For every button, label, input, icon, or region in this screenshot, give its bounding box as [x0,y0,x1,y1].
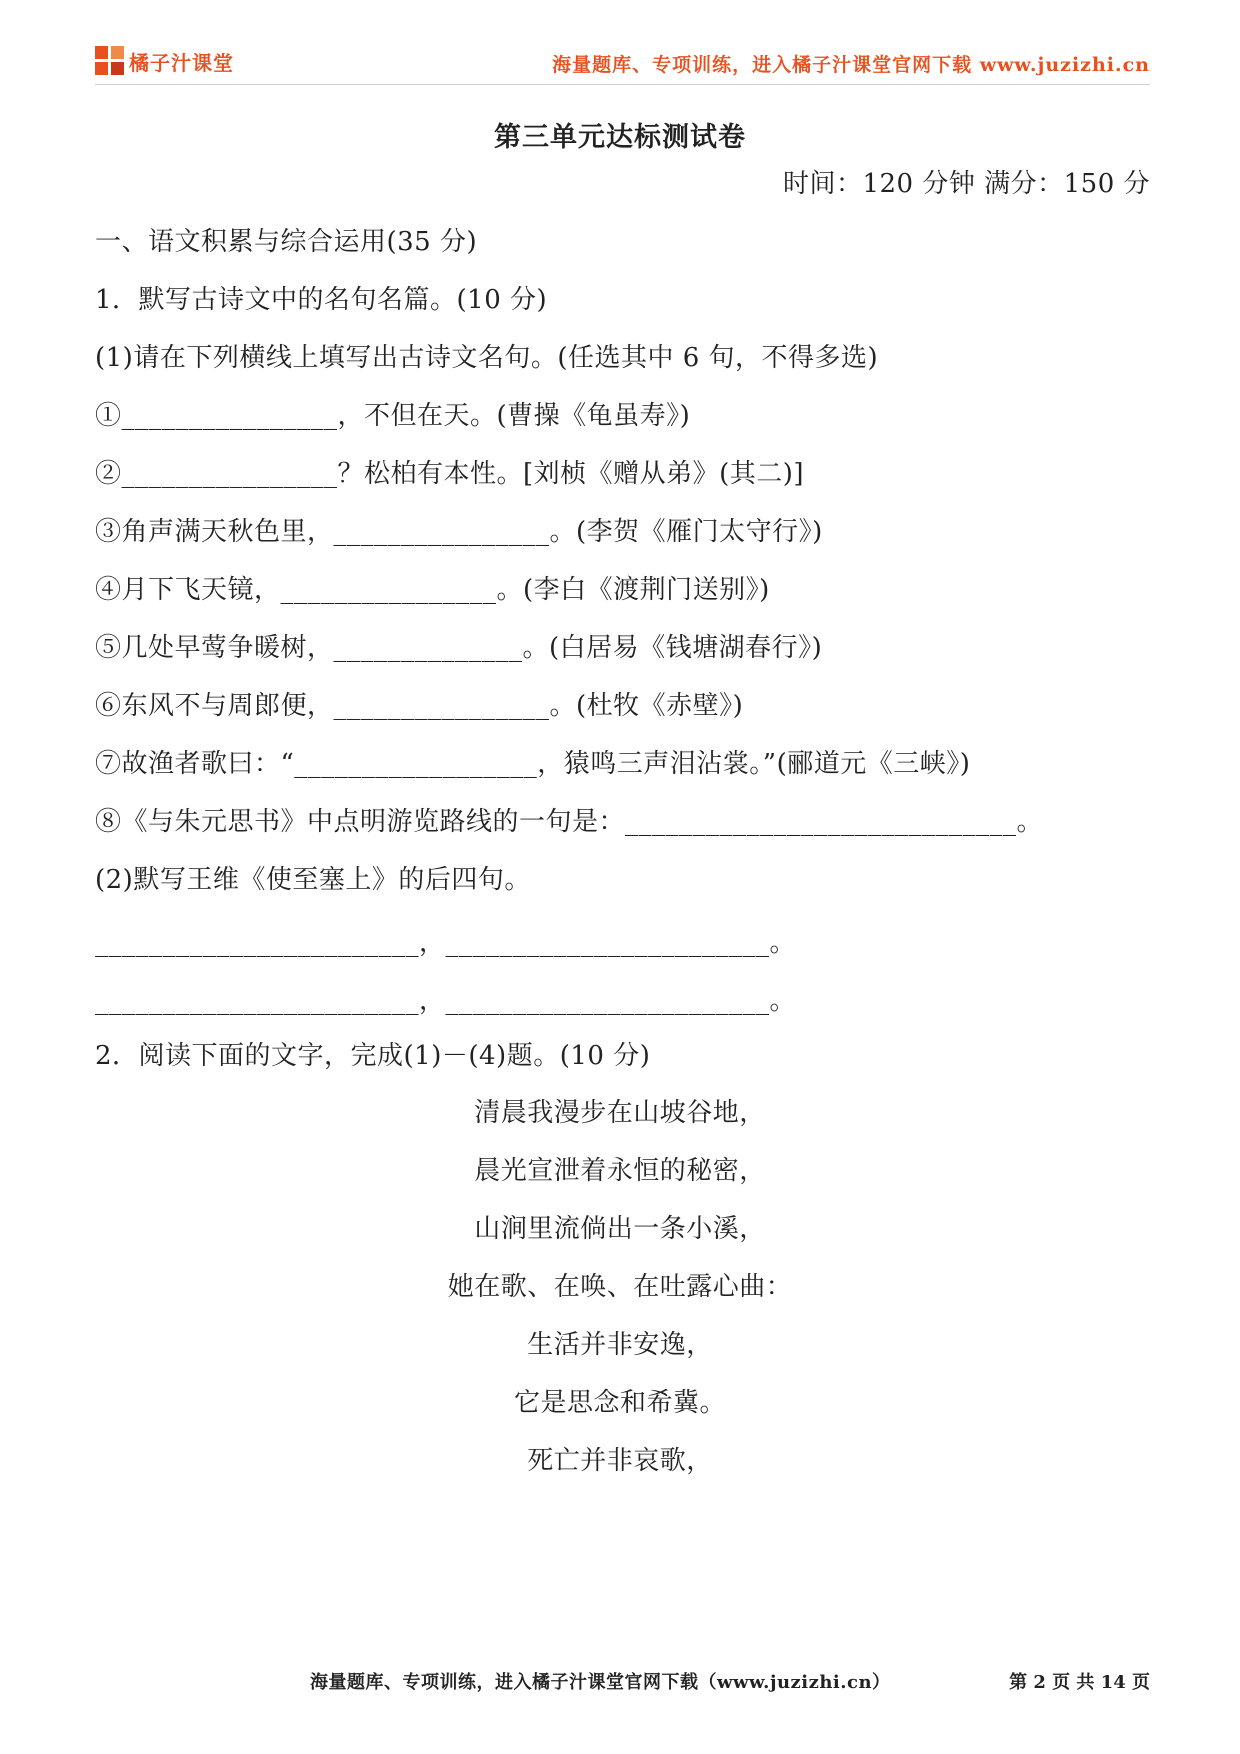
exam-meta: 时间：120 分钟 满分：150 分 [782,169,1150,199]
logo-icon [95,46,125,76]
answer-line-2: ________________________，________________________。 [95,986,796,1016]
poem-line: 清晨我漫步在山坡谷地， [474,1098,766,1128]
question-1-part-1: (1)请在下列横线上填写出古诗文名句。(任选其中 6 句，不得多选) [95,343,879,373]
footer-text: 海量题库、专项训练，进入橘子汁课堂官网下载（www.juzizhi.cn） [310,1672,891,1693]
poem-line: 死亡并非哀歌， [527,1446,713,1476]
section-heading: 一、语文积累与综合运用(35 分) [95,227,478,257]
logo[interactable] [95,46,234,76]
fill-blank-2: ②________________？松柏有本性。[刘桢《赠从弟》(其二)] [95,459,805,489]
fill-blank-3: ③角声满天秋色里，________________。(李贺《雁门太守行》) [95,517,823,547]
fill-blank-7: ⑦故渔者歌曰：“__________________，猿鸣三声泪沾裳。”(郦道元《三峡》) [95,749,971,779]
fill-blank-5: ⑤几处早莺争暖树，______________。(白居易《钱塘湖春行》) [95,633,823,663]
header-tagline: 海量题库、专项训练，进入橘子汁课堂官网下载 www.juzizhi.cn [552,54,1150,76]
fill-blank-4: ④月下飞天镜，________________。(李白《渡荆门送别》) [95,575,770,605]
poem-line: 她在歌、在唤、在吐露心曲： [447,1272,793,1302]
poem-line: 它是思念和希冀。 [513,1388,726,1418]
question-2: 2．阅读下面的文字，完成(1)－(4)题。(10 分) [95,1041,651,1071]
poem-line: 晨光宣泄着永恒的秘密， [474,1156,766,1186]
fill-blank-8: ⑧《与朱元思书》中点明游览路线的一句是：_____________________________。 [95,807,1044,837]
page-number: 第 2 页 共 14 页 [1009,1672,1150,1693]
poem-line: 山涧里流倘出一条小溪， [474,1214,766,1244]
page-header [95,40,1150,85]
poem-line: 生活并非安逸， [527,1330,713,1360]
fill-blank-6: ⑥东风不与周郎便，________________。(杜牧《赤壁》) [95,691,744,721]
logo-text: 橘子汁课堂 [129,50,234,75]
fill-blank-1: ①________________，不但在天。(曹操《龟虽寿》) [95,401,691,431]
answer-line-1: ________________________，________________________。 [95,928,796,958]
question-1: 1．默写古诗文中的名句名篇。(10 分) [95,285,548,315]
question-1-part-2: (2)默写王维《使至塞上》的后四句。 [95,865,531,895]
page-title: 第三单元达标测试卷 [494,122,746,153]
